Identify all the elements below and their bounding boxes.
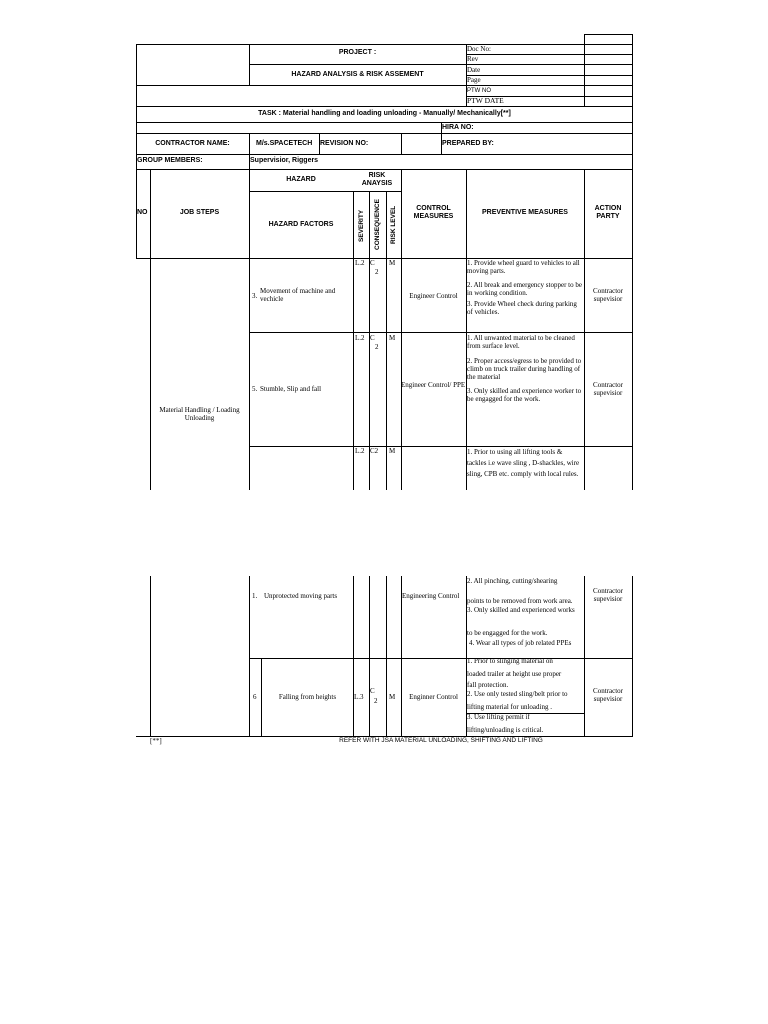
job-step-text: Material Handling / Loading Unloading <box>159 406 240 422</box>
col-action-party: PARTY <box>596 213 620 220</box>
col-risk-level: RISK LEVEL <box>390 205 397 244</box>
preventive-measure: 1. Provide wheel guard to vehicles to all moving parts. <box>467 259 580 275</box>
ptw-no-field: PTW NO <box>467 88 491 94</box>
preventive-measure: to be engagged for the work. <box>467 629 548 637</box>
group-members-label: GROUP MEMBERS: <box>137 157 203 164</box>
task-description: TASK : Material handling and loading unloading - Manually/ Mechanically[**] <box>258 110 511 117</box>
col-severity: SEVERITY <box>358 209 365 242</box>
date-field: Date <box>467 66 481 74</box>
contractor-label: CONTRACTOR NAME: <box>155 140 230 147</box>
risk-level-value: M <box>389 334 396 342</box>
contractor-name: M/s.SPACETECH <box>256 140 313 147</box>
consequence-value: C2 <box>370 447 379 455</box>
consequence-value: C <box>370 687 375 695</box>
consequence-value: C <box>370 334 375 342</box>
hazard-factor: Falling from heights <box>278 693 337 701</box>
risk-level-value: M <box>389 259 396 267</box>
control-measure: Engineer Control/ PPE <box>401 381 466 389</box>
consequence-value-2: 2 <box>374 697 378 705</box>
preventive-measure: 1. Prior to slinging material on <box>467 657 553 665</box>
preventive-measure: fall protection. <box>467 681 509 689</box>
action-party: Contractor supevisior <box>593 587 623 603</box>
page-field: Page <box>467 76 481 84</box>
prepared-by-field: PREPARED BY: <box>442 140 494 147</box>
doc-no-field: Doc No: <box>467 45 491 53</box>
consequence-value-2: 2 <box>375 343 379 351</box>
preventive-measure: lifting/unloading is critical. <box>467 726 544 734</box>
action-party: Contractor supevisior <box>593 287 623 303</box>
severity-value: L.2 <box>355 259 365 267</box>
hazard-factor: Unprotected moving parts <box>264 592 338 600</box>
col-hazard: HAZARD <box>286 176 316 183</box>
severity-value: L.2 <box>355 334 365 342</box>
preventive-measure: 2. All break and emergency stopper to be in working condition. <box>467 281 582 297</box>
preventive-measure: points to be removed from work area. <box>467 597 573 605</box>
col-control-measures: MEASURES <box>413 213 454 220</box>
severity-value: L.2 <box>355 447 365 455</box>
col-preventive: PREVENTIVE MEASURES <box>482 209 568 216</box>
action-party: Contractor supevisior <box>593 687 623 703</box>
col-control: CONTROL <box>416 205 451 212</box>
col-hazard-factors: HAZARD FACTORS <box>268 221 334 228</box>
row-number: 6 <box>253 693 257 701</box>
preventive-measure: 2. All pinching, cutting/shearing <box>467 577 558 585</box>
col-risk-analysis: ANAYSIS <box>361 180 393 187</box>
risk-level-value: M <box>389 447 396 455</box>
control-measure: Engineering Control <box>402 592 460 600</box>
row-number: 5. <box>252 385 258 393</box>
preventive-measure: 1. Prior to using all lifting tools & tackles i.e wave sling , D-shackles, wire sling, CPB etc. comply with local rules. <box>467 448 580 478</box>
preventive-measure: 3. Only skilled and experienced works <box>467 606 575 614</box>
ptw-date-field: PTW DATE <box>467 96 504 105</box>
footer-note: REFER WITH JSA MATERIAL UNLOADING, SHIFTING AND LIFTING <box>339 737 543 744</box>
row-number: 3. <box>252 292 258 300</box>
consequence-value-2: 2 <box>375 268 379 276</box>
consequence-value: C <box>370 259 375 267</box>
risk-level-value: M <box>389 693 396 701</box>
project-label: PROJECT : <box>338 49 377 56</box>
action-party: Contractor supevisior <box>593 381 623 397</box>
group-members-value: Supervisior, Riggers <box>250 157 319 164</box>
preventive-measure: 1. All unwanted material to be cleaned from surface level. <box>467 334 575 350</box>
col-job-steps: JOB STEPS <box>179 209 220 216</box>
hazard-factor: Stumble, Slip and fall <box>260 385 322 393</box>
preventive-measure: 3. Only skilled and experience worker to be engagged for the work. <box>467 387 582 403</box>
preventive-measure: 3. Provide Wheel check during parking of vehicles. <box>467 300 577 316</box>
preventive-measure: loaded trailer at height use proper <box>467 670 562 678</box>
col-action: ACTION <box>594 205 622 212</box>
document-title: HAZARD ANALYSIS & RISK ASSEMENT <box>291 71 424 78</box>
preventive-measure: 2. Proper access/egress to be provided to climb on truck trailer during handling of the material <box>467 357 582 381</box>
preventive-measure: 3. Use lifting permit if <box>467 713 530 721</box>
control-measure: Engineer Control <box>409 292 458 300</box>
hira-no-field: HIRA NO: <box>442 124 474 131</box>
severity-value: L.3 <box>354 693 364 701</box>
col-risk: RISK <box>368 172 386 179</box>
preventive-measure: 4. Wear all types of job related PPEs <box>469 639 572 647</box>
rev-field: Rev <box>467 55 479 63</box>
hazard-factor: Movement of machine and vechicle <box>260 287 336 303</box>
revision-no-field: REVISION NO: <box>320 140 369 147</box>
control-measure: Enginner Control <box>409 693 458 701</box>
col-consequence: CONSEQUENCE <box>374 199 381 250</box>
preventive-measure: lifting material for unloading . <box>467 703 552 711</box>
preventive-measure: 2. Use only tested sling/belt prior to <box>467 690 568 698</box>
row-number: 1. <box>252 592 258 600</box>
footer-marker: [**] <box>150 737 162 745</box>
col-no: NO <box>137 209 148 216</box>
